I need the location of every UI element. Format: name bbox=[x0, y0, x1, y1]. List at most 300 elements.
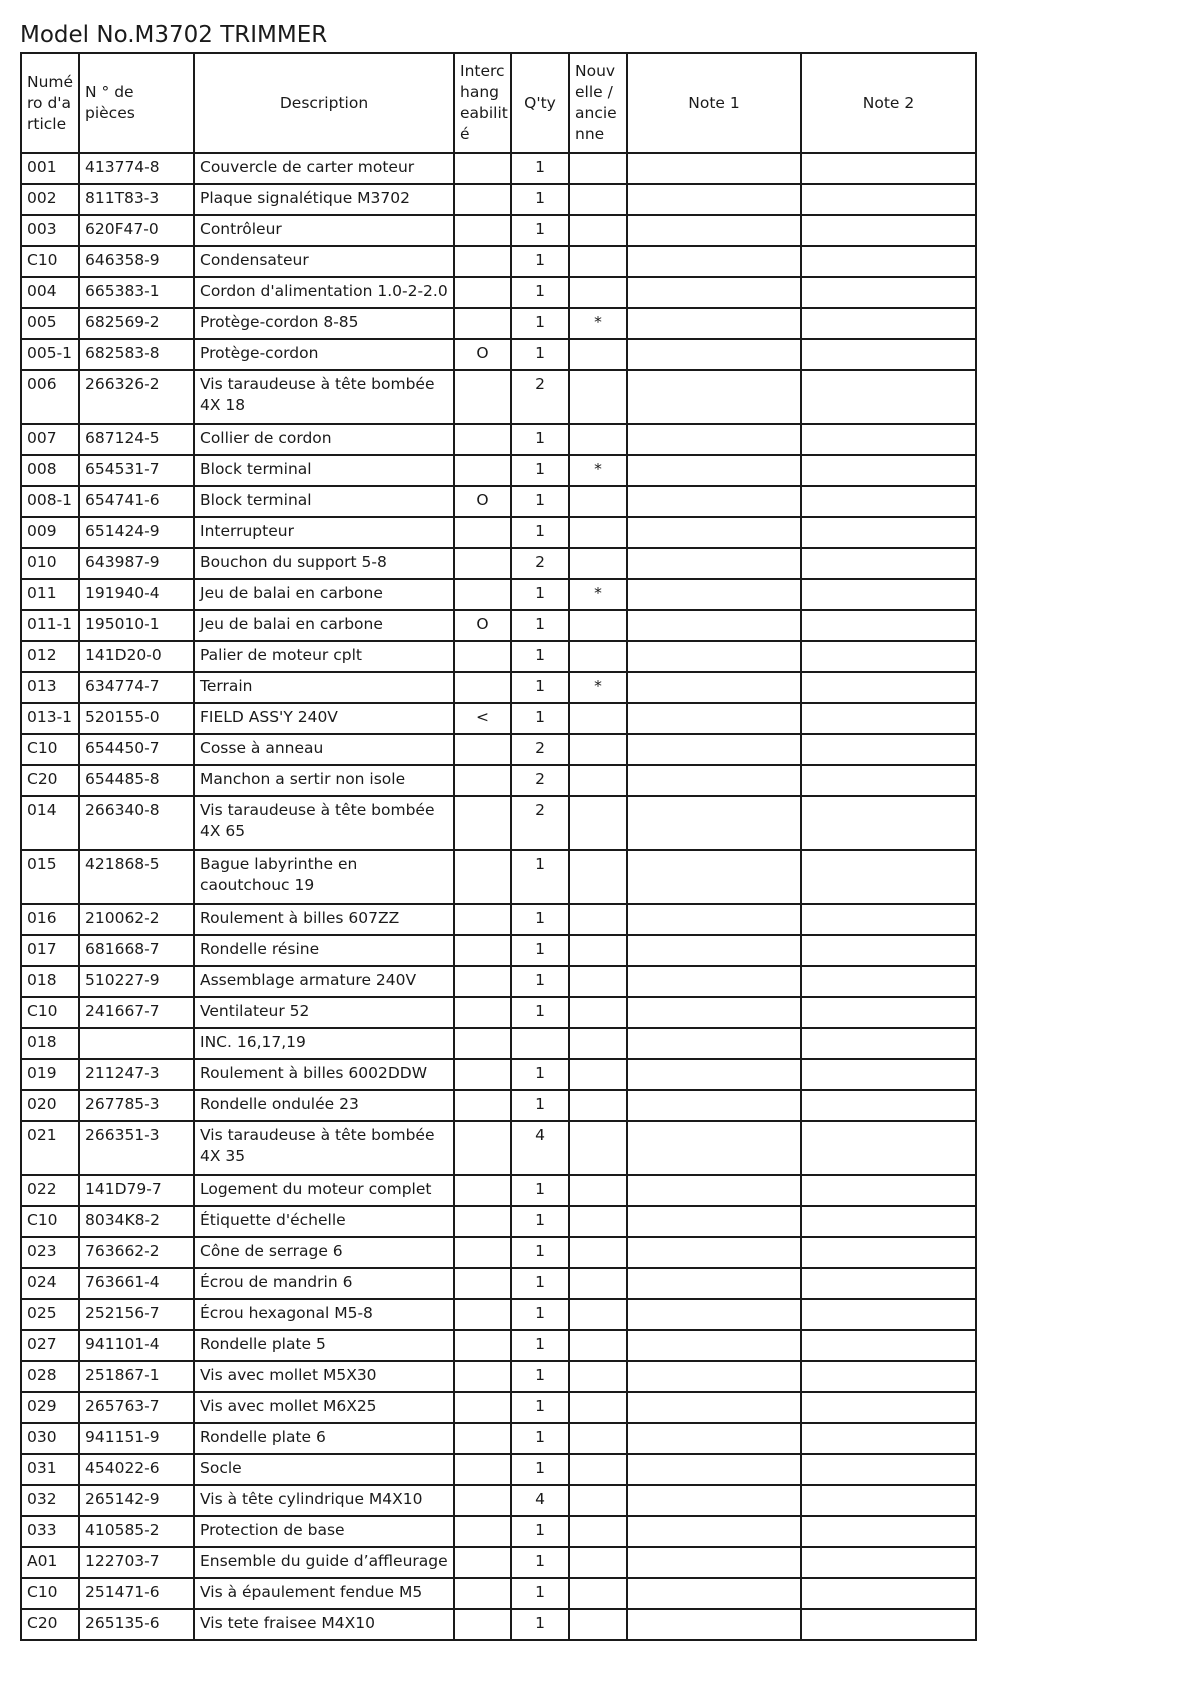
cell-note-1 bbox=[627, 548, 801, 579]
cell-quantity: 1 bbox=[511, 610, 569, 641]
cell-description: Interrupteur bbox=[194, 517, 454, 548]
header-new-old: Nouv elle / ancie nne bbox=[569, 53, 627, 153]
header-note-1: Note 1 bbox=[627, 53, 801, 153]
cell-new-old bbox=[569, 184, 627, 215]
cell-part-number: 252156-7 bbox=[79, 1299, 194, 1330]
cell-note-1 bbox=[627, 850, 801, 904]
cell-item-number: C10 bbox=[21, 734, 79, 765]
table-row bbox=[21, 796, 976, 850]
cell-description: Écrou hexagonal M5-8 bbox=[194, 1299, 454, 1330]
cell-description: Vis taraudeuse à tête bombée 4X 35 bbox=[194, 1121, 454, 1175]
cell-description: Terrain bbox=[194, 672, 454, 703]
cell-part-number: 510227-9 bbox=[79, 966, 194, 997]
table-row bbox=[21, 672, 976, 703]
cell-part-number: 122703-7 bbox=[79, 1547, 194, 1578]
cell-new-old bbox=[569, 1392, 627, 1423]
cell-note-2 bbox=[801, 1206, 976, 1237]
cell-item-number: 023 bbox=[21, 1237, 79, 1268]
table-row bbox=[21, 1330, 976, 1361]
cell-item-number: 007 bbox=[21, 424, 79, 455]
cell-item-number: 008-1 bbox=[21, 486, 79, 517]
cell-note-2 bbox=[801, 1028, 976, 1059]
cell-part-number: 195010-1 bbox=[79, 610, 194, 641]
cell-note-1 bbox=[627, 1237, 801, 1268]
cell-new-old bbox=[569, 610, 627, 641]
cell-part-number: 421868-5 bbox=[79, 850, 194, 904]
cell-new-old: * bbox=[569, 308, 627, 339]
cell-interchangeability bbox=[454, 734, 511, 765]
cell-note-1 bbox=[627, 184, 801, 215]
table-row bbox=[21, 904, 976, 935]
cell-note-2 bbox=[801, 796, 976, 850]
cell-item-number: 013 bbox=[21, 672, 79, 703]
cell-item-number: 020 bbox=[21, 1090, 79, 1121]
cell-item-number: 006 bbox=[21, 370, 79, 424]
cell-interchangeability bbox=[454, 1578, 511, 1609]
table-row bbox=[21, 1547, 976, 1578]
cell-quantity: 2 bbox=[511, 796, 569, 850]
cell-part-number: 267785-3 bbox=[79, 1090, 194, 1121]
cell-new-old bbox=[569, 1609, 627, 1640]
cell-quantity: 1 bbox=[511, 703, 569, 734]
cell-interchangeability bbox=[454, 579, 511, 610]
cell-new-old bbox=[569, 935, 627, 966]
cell-quantity: 1 bbox=[511, 904, 569, 935]
cell-part-number: 941101-4 bbox=[79, 1330, 194, 1361]
cell-note-1 bbox=[627, 796, 801, 850]
cell-quantity: 1 bbox=[511, 579, 569, 610]
cell-note-2 bbox=[801, 339, 976, 370]
cell-note-1 bbox=[627, 1121, 801, 1175]
cell-part-number: 265763-7 bbox=[79, 1392, 194, 1423]
cell-new-old bbox=[569, 1423, 627, 1454]
table-row bbox=[21, 548, 976, 579]
cell-description: Jeu de balai en carbone bbox=[194, 579, 454, 610]
cell-quantity: 1 bbox=[511, 153, 569, 184]
cell-quantity: 1 bbox=[511, 997, 569, 1028]
cell-note-2 bbox=[801, 765, 976, 796]
cell-quantity: 1 bbox=[511, 935, 569, 966]
cell-interchangeability bbox=[454, 1361, 511, 1392]
cell-new-old bbox=[569, 517, 627, 548]
cell-item-number: 001 bbox=[21, 153, 79, 184]
cell-description: Vis avec mollet M6X25 bbox=[194, 1392, 454, 1423]
cell-part-number: 211247-3 bbox=[79, 1059, 194, 1090]
cell-new-old bbox=[569, 548, 627, 579]
cell-quantity: 1 bbox=[511, 486, 569, 517]
cell-description: Bague labyrinthe en caoutchouc 19 bbox=[194, 850, 454, 904]
cell-part-number: 811T83-3 bbox=[79, 184, 194, 215]
cell-description: Vis tete fraisee M4X10 bbox=[194, 1609, 454, 1640]
cell-quantity: 1 bbox=[511, 1090, 569, 1121]
cell-note-2 bbox=[801, 1090, 976, 1121]
cell-description: Ventilateur 52 bbox=[194, 997, 454, 1028]
cell-description: Rondelle plate 5 bbox=[194, 1330, 454, 1361]
cell-quantity: 1 bbox=[511, 1516, 569, 1547]
cell-note-2 bbox=[801, 370, 976, 424]
cell-item-number: 017 bbox=[21, 935, 79, 966]
cell-item-number: 024 bbox=[21, 1268, 79, 1299]
cell-note-1 bbox=[627, 246, 801, 277]
cell-note-1 bbox=[627, 486, 801, 517]
header-part-number: N ° de pièces bbox=[79, 53, 194, 153]
cell-quantity: 1 bbox=[511, 1547, 569, 1578]
table-row bbox=[21, 1059, 976, 1090]
cell-new-old bbox=[569, 370, 627, 424]
cell-note-1 bbox=[627, 1028, 801, 1059]
cell-interchangeability bbox=[454, 1299, 511, 1330]
cell-part-number: 141D79-7 bbox=[79, 1175, 194, 1206]
cell-item-number: C10 bbox=[21, 997, 79, 1028]
cell-quantity: 2 bbox=[511, 548, 569, 579]
cell-part-number: 413774-8 bbox=[79, 153, 194, 184]
cell-description: Vis à tête cylindrique M4X10 bbox=[194, 1485, 454, 1516]
cell-note-1 bbox=[627, 966, 801, 997]
cell-note-2 bbox=[801, 641, 976, 672]
table-row bbox=[21, 455, 976, 486]
cell-quantity: 2 bbox=[511, 370, 569, 424]
cell-note-2 bbox=[801, 1121, 976, 1175]
cell-part-number: 654450-7 bbox=[79, 734, 194, 765]
table-row bbox=[21, 1121, 976, 1175]
cell-part-number: 251867-1 bbox=[79, 1361, 194, 1392]
cell-new-old bbox=[569, 1516, 627, 1547]
header-description: Description bbox=[194, 53, 454, 153]
table-row bbox=[21, 308, 976, 339]
cell-new-old bbox=[569, 1578, 627, 1609]
cell-quantity: 1 bbox=[511, 1423, 569, 1454]
cell-note-1 bbox=[627, 1175, 801, 1206]
table-row bbox=[21, 935, 976, 966]
cell-item-number: C10 bbox=[21, 246, 79, 277]
cell-part-number: 687124-5 bbox=[79, 424, 194, 455]
cell-note-1 bbox=[627, 517, 801, 548]
cell-note-2 bbox=[801, 734, 976, 765]
cell-description: Plaque signalétique M3702 bbox=[194, 184, 454, 215]
cell-item-number: 021 bbox=[21, 1121, 79, 1175]
cell-note-1 bbox=[627, 308, 801, 339]
cell-item-number: 032 bbox=[21, 1485, 79, 1516]
cell-note-2 bbox=[801, 215, 976, 246]
cell-quantity: 1 bbox=[511, 1361, 569, 1392]
cell-new-old bbox=[569, 997, 627, 1028]
cell-note-1 bbox=[627, 1392, 801, 1423]
cell-interchangeability bbox=[454, 153, 511, 184]
cell-description: INC. 16,17,19 bbox=[194, 1028, 454, 1059]
cell-description: FIELD ASS'Y 240V bbox=[194, 703, 454, 734]
cell-interchangeability bbox=[454, 1121, 511, 1175]
cell-part-number: 665383-1 bbox=[79, 277, 194, 308]
cell-note-1 bbox=[627, 1485, 801, 1516]
cell-item-number: 018 bbox=[21, 1028, 79, 1059]
cell-note-1 bbox=[627, 1330, 801, 1361]
header-quantity: Q'ty bbox=[511, 53, 569, 153]
cell-description: Rondelle ondulée 23 bbox=[194, 1090, 454, 1121]
cell-note-1 bbox=[627, 424, 801, 455]
cell-description: Ensemble du guide d’affleurage bbox=[194, 1547, 454, 1578]
cell-quantity: 2 bbox=[511, 734, 569, 765]
cell-quantity: 1 bbox=[511, 308, 569, 339]
cell-interchangeability bbox=[454, 308, 511, 339]
table-row bbox=[21, 184, 976, 215]
cell-note-1 bbox=[627, 641, 801, 672]
cell-item-number: 033 bbox=[21, 1516, 79, 1547]
cell-note-1 bbox=[627, 370, 801, 424]
cell-interchangeability bbox=[454, 1485, 511, 1516]
cell-new-old bbox=[569, 1090, 627, 1121]
cell-interchangeability bbox=[454, 1516, 511, 1547]
cell-description: Bouchon du support 5-8 bbox=[194, 548, 454, 579]
cell-interchangeability bbox=[454, 1423, 511, 1454]
cell-note-2 bbox=[801, 246, 976, 277]
cell-part-number: 763661-4 bbox=[79, 1268, 194, 1299]
table-row bbox=[21, 1206, 976, 1237]
cell-note-2 bbox=[801, 455, 976, 486]
cell-interchangeability bbox=[454, 1547, 511, 1578]
cell-new-old bbox=[569, 215, 627, 246]
cell-interchangeability: O bbox=[454, 486, 511, 517]
cell-note-2 bbox=[801, 904, 976, 935]
cell-description: Cône de serrage 6 bbox=[194, 1237, 454, 1268]
cell-note-2 bbox=[801, 1059, 976, 1090]
cell-note-2 bbox=[801, 610, 976, 641]
parts-table bbox=[20, 52, 977, 1641]
cell-quantity: 1 bbox=[511, 1237, 569, 1268]
cell-quantity: 1 bbox=[511, 1454, 569, 1485]
cell-part-number: 763662-2 bbox=[79, 1237, 194, 1268]
cell-interchangeability bbox=[454, 765, 511, 796]
cell-note-1 bbox=[627, 1516, 801, 1547]
cell-note-2 bbox=[801, 1175, 976, 1206]
cell-description: Cosse à anneau bbox=[194, 734, 454, 765]
table-row bbox=[21, 610, 976, 641]
cell-new-old: * bbox=[569, 672, 627, 703]
cell-quantity: 1 bbox=[511, 184, 569, 215]
cell-interchangeability bbox=[454, 935, 511, 966]
cell-new-old bbox=[569, 1059, 627, 1090]
cell-interchangeability bbox=[454, 1090, 511, 1121]
cell-item-number: 009 bbox=[21, 517, 79, 548]
cell-new-old bbox=[569, 1547, 627, 1578]
cell-new-old bbox=[569, 424, 627, 455]
cell-note-1 bbox=[627, 1423, 801, 1454]
cell-quantity: 1 bbox=[511, 277, 569, 308]
table-row bbox=[21, 850, 976, 904]
cell-note-1 bbox=[627, 1206, 801, 1237]
cell-item-number: 016 bbox=[21, 904, 79, 935]
cell-item-number: 013-1 bbox=[21, 703, 79, 734]
cell-item-number: 008 bbox=[21, 455, 79, 486]
cell-description: Étiquette d'échelle bbox=[194, 1206, 454, 1237]
cell-description: Rondelle résine bbox=[194, 935, 454, 966]
table-header-row bbox=[21, 53, 976, 153]
cell-part-number: 643987-9 bbox=[79, 548, 194, 579]
cell-new-old bbox=[569, 1121, 627, 1175]
cell-description: Roulement à billes 6002DDW bbox=[194, 1059, 454, 1090]
cell-note-2 bbox=[801, 850, 976, 904]
cell-description: Vis avec mollet M5X30 bbox=[194, 1361, 454, 1392]
cell-part-number bbox=[79, 1028, 194, 1059]
cell-quantity: 1 bbox=[511, 850, 569, 904]
table-row bbox=[21, 339, 976, 370]
cell-part-number: 634774-7 bbox=[79, 672, 194, 703]
cell-note-2 bbox=[801, 1268, 976, 1299]
cell-new-old bbox=[569, 1485, 627, 1516]
cell-quantity: 1 bbox=[511, 966, 569, 997]
cell-note-2 bbox=[801, 1423, 976, 1454]
cell-new-old bbox=[569, 246, 627, 277]
cell-note-1 bbox=[627, 579, 801, 610]
cell-note-1 bbox=[627, 339, 801, 370]
cell-interchangeability bbox=[454, 455, 511, 486]
cell-note-1 bbox=[627, 1578, 801, 1609]
cell-description: Collier de cordon bbox=[194, 424, 454, 455]
cell-item-number: 022 bbox=[21, 1175, 79, 1206]
cell-part-number: 620F47-0 bbox=[79, 215, 194, 246]
cell-item-number: 011-1 bbox=[21, 610, 79, 641]
table-row bbox=[21, 1175, 976, 1206]
cell-item-number: 005 bbox=[21, 308, 79, 339]
table-row bbox=[21, 246, 976, 277]
table-row bbox=[21, 641, 976, 672]
cell-part-number: 266340-8 bbox=[79, 796, 194, 850]
cell-new-old bbox=[569, 1454, 627, 1485]
table-row bbox=[21, 1516, 976, 1547]
table-row bbox=[21, 517, 976, 548]
table-row bbox=[21, 1423, 976, 1454]
cell-part-number: 141D20-0 bbox=[79, 641, 194, 672]
cell-description: Manchon a sertir non isole bbox=[194, 765, 454, 796]
cell-quantity bbox=[511, 1028, 569, 1059]
cell-new-old bbox=[569, 904, 627, 935]
cell-item-number: 029 bbox=[21, 1392, 79, 1423]
cell-interchangeability bbox=[454, 1059, 511, 1090]
cell-quantity: 1 bbox=[511, 641, 569, 672]
cell-quantity: 1 bbox=[511, 1392, 569, 1423]
cell-interchangeability bbox=[454, 1028, 511, 1059]
table-row bbox=[21, 734, 976, 765]
table-row bbox=[21, 1361, 976, 1392]
cell-item-number: C10 bbox=[21, 1578, 79, 1609]
cell-new-old bbox=[569, 796, 627, 850]
cell-interchangeability bbox=[454, 1206, 511, 1237]
cell-interchangeability bbox=[454, 184, 511, 215]
cell-note-1 bbox=[627, 1268, 801, 1299]
cell-description: Logement du moteur complet bbox=[194, 1175, 454, 1206]
table-row bbox=[21, 153, 976, 184]
cell-quantity: 1 bbox=[511, 215, 569, 246]
header-note-2: Note 2 bbox=[801, 53, 976, 153]
cell-note-2 bbox=[801, 517, 976, 548]
cell-interchangeability bbox=[454, 277, 511, 308]
cell-note-2 bbox=[801, 308, 976, 339]
cell-note-1 bbox=[627, 610, 801, 641]
cell-note-1 bbox=[627, 1361, 801, 1392]
cell-note-1 bbox=[627, 1547, 801, 1578]
cell-description: Palier de moteur cplt bbox=[194, 641, 454, 672]
cell-item-number: 012 bbox=[21, 641, 79, 672]
cell-item-number: 015 bbox=[21, 850, 79, 904]
cell-part-number: 646358-9 bbox=[79, 246, 194, 277]
cell-item-number: 014 bbox=[21, 796, 79, 850]
cell-new-old bbox=[569, 641, 627, 672]
cell-interchangeability bbox=[454, 672, 511, 703]
cell-note-1 bbox=[627, 215, 801, 246]
cell-item-number: 005-1 bbox=[21, 339, 79, 370]
cell-description: Block terminal bbox=[194, 455, 454, 486]
parts-table-body bbox=[21, 153, 976, 1640]
cell-quantity: 1 bbox=[511, 339, 569, 370]
cell-interchangeability bbox=[454, 641, 511, 672]
cell-note-1 bbox=[627, 1090, 801, 1121]
cell-description: Cordon d'alimentation 1.0-2-2.0 bbox=[194, 277, 454, 308]
cell-note-2 bbox=[801, 935, 976, 966]
cell-quantity: 4 bbox=[511, 1485, 569, 1516]
cell-quantity: 1 bbox=[511, 1175, 569, 1206]
cell-new-old bbox=[569, 1237, 627, 1268]
cell-interchangeability bbox=[454, 796, 511, 850]
cell-item-number: 019 bbox=[21, 1059, 79, 1090]
cell-interchangeability bbox=[454, 370, 511, 424]
cell-note-1 bbox=[627, 997, 801, 1028]
cell-description: Vis à épaulement fendue M5 bbox=[194, 1578, 454, 1609]
cell-part-number: 941151-9 bbox=[79, 1423, 194, 1454]
cell-quantity: 1 bbox=[511, 1609, 569, 1640]
cell-description: Contrôleur bbox=[194, 215, 454, 246]
cell-note-2 bbox=[801, 424, 976, 455]
cell-note-2 bbox=[801, 277, 976, 308]
cell-note-2 bbox=[801, 1609, 976, 1640]
cell-note-1 bbox=[627, 765, 801, 796]
cell-new-old bbox=[569, 277, 627, 308]
cell-item-number: 011 bbox=[21, 579, 79, 610]
cell-description: Rondelle plate 6 bbox=[194, 1423, 454, 1454]
cell-item-number: 004 bbox=[21, 277, 79, 308]
cell-note-1 bbox=[627, 153, 801, 184]
table-row bbox=[21, 1090, 976, 1121]
cell-quantity: 1 bbox=[511, 424, 569, 455]
cell-note-1 bbox=[627, 703, 801, 734]
cell-note-2 bbox=[801, 1330, 976, 1361]
cell-interchangeability bbox=[454, 517, 511, 548]
table-row bbox=[21, 370, 976, 424]
cell-part-number: 654485-8 bbox=[79, 765, 194, 796]
cell-interchangeability bbox=[454, 904, 511, 935]
table-row bbox=[21, 486, 976, 517]
cell-part-number: 682583-8 bbox=[79, 339, 194, 370]
cell-interchangeability bbox=[454, 424, 511, 455]
cell-description: Condensateur bbox=[194, 246, 454, 277]
cell-part-number: 241667-7 bbox=[79, 997, 194, 1028]
cell-description: Roulement à billes 607ZZ bbox=[194, 904, 454, 935]
cell-note-2 bbox=[801, 997, 976, 1028]
cell-quantity: 1 bbox=[511, 1268, 569, 1299]
table-row bbox=[21, 997, 976, 1028]
table-row bbox=[21, 1392, 976, 1423]
cell-note-2 bbox=[801, 184, 976, 215]
cell-part-number: 8034K8-2 bbox=[79, 1206, 194, 1237]
cell-note-2 bbox=[801, 579, 976, 610]
cell-quantity: 1 bbox=[511, 672, 569, 703]
cell-quantity: 1 bbox=[511, 1299, 569, 1330]
table-row bbox=[21, 1268, 976, 1299]
cell-note-1 bbox=[627, 455, 801, 486]
cell-note-2 bbox=[801, 486, 976, 517]
cell-note-2 bbox=[801, 1392, 976, 1423]
cell-new-old bbox=[569, 153, 627, 184]
cell-interchangeability: O bbox=[454, 610, 511, 641]
cell-quantity: 1 bbox=[511, 1059, 569, 1090]
